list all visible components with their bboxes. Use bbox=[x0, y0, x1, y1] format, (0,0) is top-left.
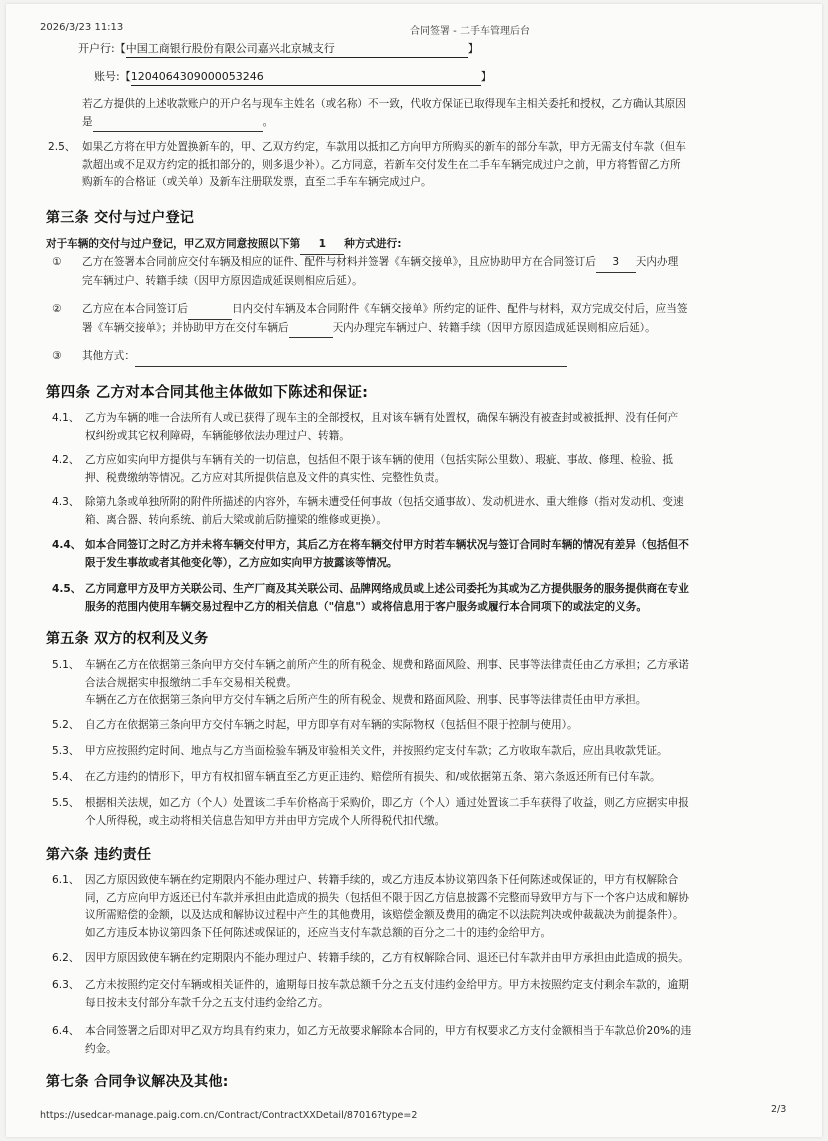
clause-line: 乙方同意甲方及甲方关联公司、生产厂商及其关联公司、品牌网络成员或上述公司委托为其或为乙方提供服务的服务提供商在专业 bbox=[85, 583, 689, 595]
article-4-heading: 第四条 乙方对本合同其他主体做如下陈述和保证: bbox=[46, 385, 369, 401]
account-close: 】 bbox=[480, 70, 492, 83]
clause-line: 购新车的合格证（或关单）及新车注册联发票，直至二手车车辆完成过户。 bbox=[82, 176, 432, 188]
clause-5-2 bbox=[85, 717, 578, 735]
intro-line bbox=[82, 114, 686, 133]
clause-number: 4.3、 bbox=[52, 496, 80, 508]
clause-line: 服务的范围内使用车辆交易过程中乙方的相关信息（"信息"）或将信息用于客户服务或履行本合同项下的或法定的义务。 bbox=[85, 600, 647, 613]
bank-label: 开户行:【 bbox=[78, 42, 126, 55]
account-label: 账号:【 bbox=[94, 70, 131, 83]
clause-number: 5.2、 bbox=[52, 719, 80, 731]
clause-line: 箱、离合器、转向系统、前后大梁或前后防撞梁的维修或更换）。 bbox=[85, 513, 387, 526]
clause-4-3 bbox=[85, 494, 684, 529]
opt3-label: 其他方式： bbox=[82, 350, 135, 362]
opt2-transfer-days-blank bbox=[289, 320, 333, 339]
clause-line: 根据相关法规，如乙方（个人）处置该二手车价格高于采购价，即乙方（个人）通过处置该二手车获得了收益，则乙方应据实申报 bbox=[85, 797, 689, 809]
clause-5-3 bbox=[85, 743, 668, 761]
method-number: 1 bbox=[300, 236, 344, 255]
clause-number: 6.2、 bbox=[52, 952, 80, 964]
clause-6-2 bbox=[85, 950, 689, 968]
clause-line: 如乙方违反本协议第四条下任何陈述或保证的，还应当支付车款总额的百分之二十的违约金给甲方。 bbox=[85, 926, 552, 939]
option-line bbox=[82, 301, 687, 320]
account-field bbox=[94, 69, 492, 86]
bank-value: 中国工商银行股份有限公司嘉兴北京城支行 bbox=[125, 42, 335, 55]
opt2-line2-prefix: 署《车辆交接单》；并协助甲方在交付车辆后 bbox=[82, 321, 289, 334]
option-2-marker: ② bbox=[52, 303, 62, 315]
article-3-lead bbox=[46, 236, 401, 255]
clause-line: 本合同签署之后即对甲乙双方均具有约束力，如乙方无故要求解除本合同的，甲方有权要求乙方支付金额相当于车款总价20%的违 bbox=[85, 1025, 692, 1037]
option-line: 完车辆过户、转籍手续（因甲方原因造成延误则相应后延）。 bbox=[82, 274, 363, 287]
clause-6-3 bbox=[85, 977, 689, 1012]
clause-line: 乙方未按照约定交付车辆或相关证件的，逾期每日按车款总额千分之五支付违约金给甲方。甲方未按照约定支付剩余车款的，逾期 bbox=[85, 979, 689, 991]
document-page bbox=[6, 4, 822, 1137]
clause-line: 合法合规据实申报缴纳二手车交易相关税费。 bbox=[85, 676, 297, 689]
option-line bbox=[82, 254, 678, 273]
opt2-prefix: 乙方应在本合同签订后 bbox=[82, 303, 188, 315]
clause-6-1 bbox=[85, 872, 689, 942]
article-3-heading: 第三条 交付与过户登记 bbox=[46, 210, 195, 226]
clause-4-1 bbox=[85, 410, 678, 445]
clause-number: 5.3、 bbox=[52, 745, 80, 757]
reason-blank bbox=[93, 114, 263, 133]
opt3-blank bbox=[135, 348, 567, 367]
clause-5-4 bbox=[85, 769, 661, 787]
intro-paragraph bbox=[82, 96, 686, 132]
print-datetime: 2026/3/23 11:13 bbox=[40, 22, 124, 33]
clause-number: 2.5、 bbox=[48, 141, 76, 153]
clause-number: 6.1、 bbox=[52, 874, 80, 886]
clause-number: 4.5、 bbox=[52, 583, 82, 595]
option-3 bbox=[82, 348, 567, 367]
intro-line: 若乙方提供的上述收款账户的开户名与现车主姓名（或名称）不一致，代收方保证已取得现车主相关委托和授权，乙方确认其原因 bbox=[82, 98, 686, 110]
clause-4-2 bbox=[85, 452, 673, 487]
clause-line: 乙方应如实向甲方提供与车辆有关的一切信息，包括但不限于该车辆的使用（包括实际公里数）、瑕疵、事故、修理、检验、抵 bbox=[85, 454, 673, 466]
opt2-suffix: 日内交付车辆及本合同附件《车辆交接单》所约定的证件、配件与材料，双方完成交付后，应当签 bbox=[231, 303, 688, 315]
clause-2-5 bbox=[82, 139, 686, 192]
clause-5-5 bbox=[85, 795, 689, 830]
clause-line: 押、税费缴纳等情况。乙方应对其所提供信息及文件的真实性、完整性负责。 bbox=[85, 471, 446, 484]
clause-line: 限于发生事故或者其他变化等），乙方应如实向甲方披露该等情况。 bbox=[85, 556, 398, 569]
clause-6-4 bbox=[85, 1023, 691, 1058]
bank-value-box bbox=[126, 41, 468, 58]
clause-number: 4.1、 bbox=[52, 412, 80, 424]
clause-line: 每日按未支付部分车款千分之五支付违约金给乙方。 bbox=[85, 996, 329, 1009]
account-value: 1204064309000053246 bbox=[130, 70, 264, 83]
intro-prefix: 是 bbox=[82, 115, 93, 128]
article-5-heading: 第五条 双方的权利及义务 bbox=[46, 631, 209, 647]
bank-close: 】 bbox=[467, 42, 479, 55]
option-1 bbox=[82, 254, 678, 290]
clause-number: 5.5、 bbox=[52, 797, 80, 809]
opt2-line2-suffix: 天内办理完车辆过户、转籍手续（因甲方原因造成延误则相应后延）。 bbox=[332, 321, 656, 334]
opt1-suffix: 天内办理 bbox=[635, 256, 679, 268]
clause-number: 6.4、 bbox=[52, 1025, 80, 1037]
clause-line: 因甲方原因致使车辆在约定期限内不能办理过户、转籍手续的，乙方有权解除合同、退还已付车款并由甲方承担由此造成的损失。 bbox=[85, 952, 689, 964]
clause-number: 5.1、 bbox=[52, 659, 80, 671]
clause-number: 6.3、 bbox=[52, 979, 80, 991]
opt1-prefix: 乙方在签署本合同前应交付车辆及相应的证件、配件与材料并签署《车辆交接单》，且应协助甲方在合同签订后 bbox=[82, 256, 596, 268]
print-title: 合同签署 - 二手车管理后台 bbox=[410, 26, 530, 37]
clause-line: 如果乙方将在甲方处置换新车的，甲、乙双方约定，车款用以抵扣乙方向甲方所购买的新车的部分车款，甲方无需支付车款（但车 bbox=[82, 141, 686, 153]
lead-prefix: 对于车辆的交付与过户登记，甲乙双方同意按照以下第 bbox=[46, 238, 301, 250]
clause-line: 在乙方违约的情形下，甲方有权扣留车辆直至乙方更正违约、赔偿所有损失、和/或依据第五条、第六条返还所有已付车款。 bbox=[85, 771, 661, 783]
option-2 bbox=[82, 301, 687, 338]
clause-line: 除第九条或单独所附的附件所描述的内容外，车辆未遭受任何事故（包括交通事故）、发动机进水、重大维修（指对发动机、变速 bbox=[85, 496, 684, 508]
clause-line: 个人所得税，或主动将相关信息告知甲方并由甲方完成个人所得税代扣代缴。 bbox=[85, 814, 446, 827]
clause-line: 同，乙方应向甲方返还已付车款并承担由此造成的损失（包括但不限于因乙方信息披露不完整而导致甲方与下一个客户达成和解协 bbox=[85, 891, 689, 904]
clause-4-5 bbox=[85, 581, 689, 616]
opt2-days-blank bbox=[188, 301, 232, 320]
clause-line: 议所需赔偿的金额，以及达成和解协议过程中产生的其他费用，该赔偿金额及费用的确定不以法院判决或仲裁裁决为前提条件）。 bbox=[85, 909, 684, 921]
clause-number: 5.4、 bbox=[52, 771, 80, 783]
clause-line: 因乙方原因致使车辆在约定期限内不能办理过户、转籍手续的，或乙方违反本协议第四条下任何陈述或保证的，甲方有权解除合 bbox=[85, 874, 679, 886]
article-7-heading: 第七条 合同争议解决及其他: bbox=[46, 1074, 229, 1090]
lead-suffix: 种方式进行: bbox=[344, 238, 402, 250]
opt1-days: 3 bbox=[596, 254, 636, 273]
clause-line: 车辆在乙方在依据第三条向甲方交付车辆之前所产生的所有税金、规费和路面风险、刑事、民事等法律责任由乙方承担；乙方承诺 bbox=[85, 659, 689, 671]
clause-line: 自乙方在依据第三条向甲方交付车辆之时起，甲方即享有对车辆的实际物权（包括但不限于控制与使用）。 bbox=[85, 719, 578, 731]
article-6-heading: 第六条 违约责任 bbox=[46, 847, 152, 863]
clause-5-1 bbox=[85, 657, 689, 710]
intro-suffix: 。 bbox=[262, 115, 274, 128]
account-value-box bbox=[131, 69, 481, 86]
clause-line: 如本合同签订之时乙方并未将车辆交付甲方，其后乙方在将车辆交付甲方时若车辆状况与签订合同时车辆的情况有差异（包括但不 bbox=[85, 539, 689, 551]
clause-number: 4.2、 bbox=[52, 454, 80, 466]
option-line bbox=[82, 320, 687, 339]
clause-4-4 bbox=[85, 537, 689, 572]
bank-field bbox=[78, 41, 479, 58]
clause-line: 车辆在乙方在依据第三条向甲方交付车辆之后所产生的所有税金、规费和路面风险、刑事、民事等法律责任由甲方承担。 bbox=[85, 694, 647, 706]
footer-url[interactable]: https://usedcar-manage.paig.com.cn/Contract/ContractXXDetail/87016?type=2 bbox=[40, 1110, 418, 1121]
clause-line: 乙方为车辆的唯一合法所有人或已获得了现车主的全部授权，且对该车辆有处置权，确保车辆没有被查封或被抵押、没有任何产 bbox=[85, 412, 679, 424]
clause-line: 甲方应按照约定时间、地点与乙方当面检验车辆及审验相关文件，并按照约定支付车款；乙方收取车款后，应出具收款凭证。 bbox=[85, 745, 668, 757]
clause-number: 4.4、 bbox=[52, 539, 82, 551]
clause-line: 款超出或不足双方约定的抵扣部分的，则多退少补）。乙方同意，若新车交付发生在二手车车辆完成过户之前，甲方将暂留乙方所 bbox=[82, 158, 681, 171]
clause-line: 约金。 bbox=[85, 1042, 117, 1055]
option-1-marker: ① bbox=[52, 256, 62, 268]
page-number: 2/3 bbox=[771, 1104, 787, 1115]
option-3-marker: ③ bbox=[52, 350, 62, 362]
clause-line: 权纠纷或其它权利障碍，车辆能够依法办理过户、转籍。 bbox=[85, 429, 350, 442]
